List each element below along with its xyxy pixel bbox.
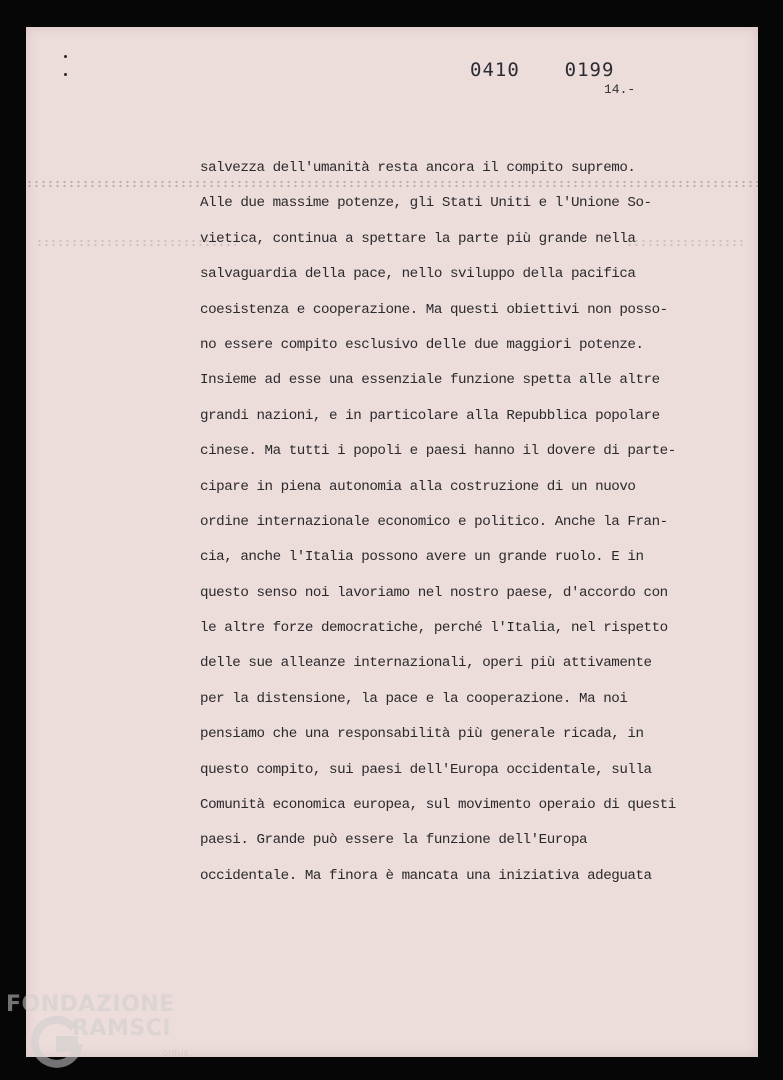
document-page [26,27,758,1057]
punch-mark [64,55,67,58]
text-line: Comunità economica europea, sul movimento operaio di questi [200,797,676,814]
text-line: coesistenza e cooperazione. Ma questi obiettivi non posso- [200,301,668,318]
text-line: salvaguardia della pace, nello sviluppo della pacifica [200,266,636,283]
text-line: paesi. Grande può essere la funzione dell'Europa [200,832,588,849]
text-line: ordine internazionale economico e politico. Anche la Fran- [200,513,668,530]
text-line: vietica, continua a spettare la parte più grande nella [200,230,636,247]
text-line: cipare in piena autonomia alla costruzione di un nuovo [200,478,636,495]
text-line: cia, anche l'Italia possono avere un grande ruolo. E in [200,549,644,566]
text-line: pensiamo che una responsabilità più generale ricada, in [200,726,644,743]
text-line: per la distensione, la pace e la cooperazione. Ma noi [200,690,628,707]
text-line: Alle due massime potenze, gli Stati Uniti e l'Unione So- [200,195,652,212]
archive-stamp-number: 0410 0199 [470,59,615,81]
page-number: 14.- [604,82,636,97]
text-line: questo compito, sui paesi dell'Europa occidentale, sulla [200,761,652,778]
text-line: cinese. Ma tutti i popoli e paesi hanno il dovere di parte- [200,443,676,460]
fondazione-gramsci-watermark [6,992,189,1059]
text-line: delle sue alleanze internazionali, operi più attivamente [200,655,652,672]
watermark-onlus: onlus [162,1048,189,1059]
watermark-line-2: RAMSCI [72,1016,172,1041]
text-line: salvezza dell'umanità resta ancora il compito supremo. [200,160,636,176]
punch-mark [64,73,67,76]
text-line: no essere compito esclusivo delle due maggiori potenze. [200,336,644,353]
typed-text-body [200,151,676,894]
text-line: Insieme ad esse una essenziale funzione spetta alle altre [200,372,660,389]
text-line: questo senso noi lavoriamo nel nostro paese, d'accordo con [200,584,668,601]
text-line: occidentale. Ma finora è mancata una iniziativa adeguata [200,867,652,884]
text-line: le altre forze democratiche, perché l'Italia, nel rispetto [200,620,668,637]
watermark-line-1: FONDAZIONE [6,992,175,1017]
text-line: grandi nazioni, e in particolare alla Repubblica popolare [200,407,660,424]
punch-marks [64,55,70,85]
